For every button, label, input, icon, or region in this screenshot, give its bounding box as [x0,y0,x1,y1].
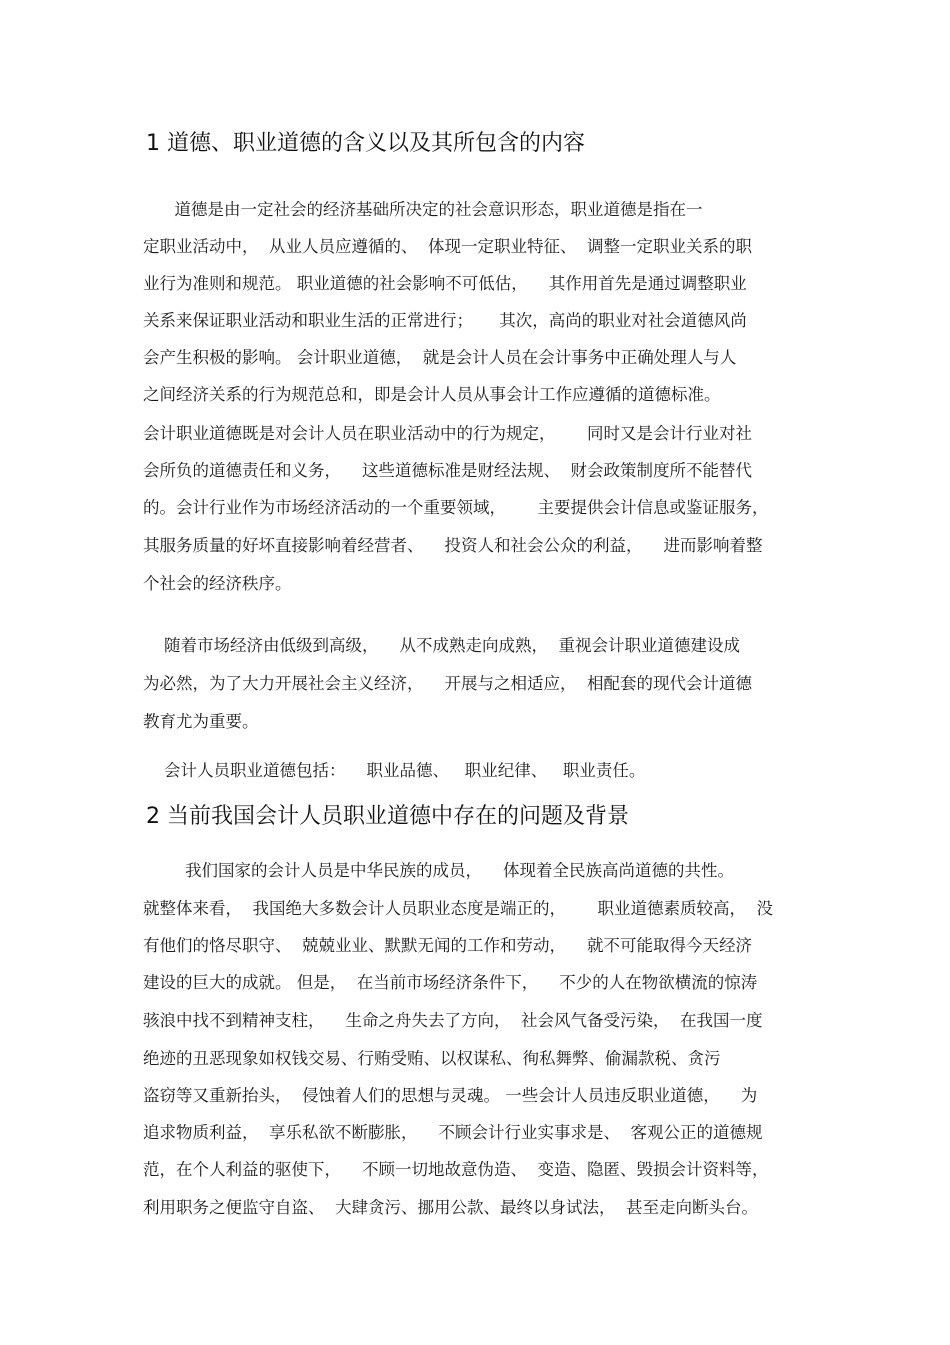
body-line: 会所负的道德责任和义务， 这些道德标准是财经法规、 财会政策制度所不能替代 [143,461,752,480]
section-1-heading: 1 道德、职业道德的含义以及其所包含的内容 [146,131,585,156]
body-line: 个社会的经济秩序。 [143,574,292,593]
body-line: 关系来保证职业活动和职业生活的正常进行； 其次，高尚的职业对社会道德风尚 [143,311,747,330]
body-line: 有他们的恪尽职守、 兢兢业业、默默无闻的工作和劳动， 就不可能取得今天经济 [143,936,752,955]
body-line: 为必然，为了大力开展社会主义经济， 开展与之相适应， 相配套的现代会计道德 [143,674,752,693]
body-line: 骇浪中找不到精神支柱， 生命之舟失去了方向， 社会风气备受污染， 在我国一度 [143,1011,763,1030]
body-line: 就整体来看， 我国绝大多数会计人员职业态度是端正的， 职业道德素质较高， 没 [143,899,773,918]
body-line: 道德是由一定社会的经济基础所决定的社会意识形态，职业道德是指在一 [143,200,703,219]
body-line: 之间经济关系的行为规范总和，即是会计人员从事会计工作应遵循的道德标准。 [143,385,721,404]
body-line: 追求物质利益， 享乐私欲不断膨胀， 不顾会计行业实事求是、 客观公正的道德规 [143,1123,763,1142]
body-line: 建设的巨大的成就。 但是， 在当前市场经济条件下， 不少的人在物欲横流的惊涛 [143,973,758,992]
body-line: 定职业活动中， 从业人员应遵循的、 体现一定职业特征、 调整一定职业关系的职 [143,237,752,256]
body-line: 业行为准则和规范。 职业道德的社会影响不可低估， 其作用首先是通过调整职业 [143,274,747,293]
body-line: 其服务质量的好坏直接影响着经营者、 投资人和社会公众的利益， 进而影响着整 [143,536,763,555]
body-line: 范，在个人利益的驱使下， 不顾一切地故意伪造、 变造、隐匿、毁损会计资料等， [143,1160,769,1179]
body-line: 绝迹的丑恶现象如权钱交易、行贿受贿、以权谋私、徇私舞弊、偷漏款税、贪污 [143,1049,721,1068]
body-line: 会产生积极的影响。 会计职业道德， 就是会计人员在会计事务中正确处理人与人 [143,348,737,367]
body-line: 随着市场经济由低级到高级， 从不成熟走向成熟， 重视会计职业道德建设成 [143,636,740,655]
body-line: 我们国家的会计人员是中华民族的成员， 体现着全民族高尚道德的共性。 [143,861,734,880]
body-line: 会计人员职业道德包括： 职业品德、 职业纪律、 职业责任。 [143,761,646,780]
body-line: 利用职务之便监守自盗、 大肆贪污、挪用公款、最终以身试法， 甚至走向断头台。 [143,1198,758,1217]
body-line: 教育尤为重要。 [143,712,259,731]
body-line: 会计职业道德既是对会计人员在职业活动中的行为规定， 同时又是会计行业对社 [143,424,752,443]
section-2-heading: 2 当前我国会计人员职业道德中存在的问题及背景 [146,804,629,829]
body-line: 盗窃等又重新抬头， 侵蚀着人们的思想与灵魂。 一些会计人员违反职业道德， 为 [143,1086,758,1105]
body-line: 的。会计行业作为市场经济活动的一个重要领域， 主要提供会计信息或鉴证服务， [143,498,769,517]
